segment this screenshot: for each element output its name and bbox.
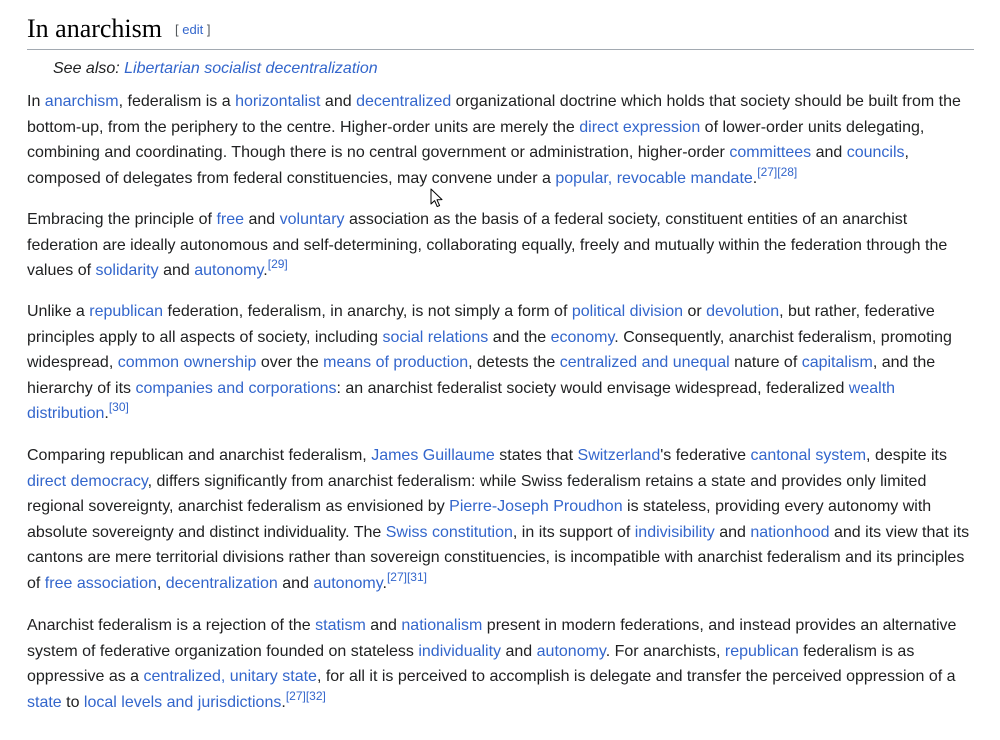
paragraph-line	[27, 89, 977, 115]
text-run: and its view that its	[829, 523, 970, 541]
wiki-link[interactable]: Pierre-Joseph Proudhon	[449, 498, 623, 516]
wiki-link[interactable]: economy	[550, 328, 615, 346]
citation	[109, 400, 129, 414]
citation-link[interactable]: [27]	[757, 164, 778, 179]
text-run: .	[382, 574, 387, 592]
text-run: values of	[27, 262, 96, 280]
text-run: or	[683, 303, 707, 320]
wiki-link[interactable]: James Guillaume	[371, 447, 495, 464]
text-run: , despite its	[866, 447, 947, 464]
wiki-link[interactable]: voluntary	[279, 211, 345, 228]
citation-link[interactable]: [27]	[386, 569, 407, 584]
paragraph-line	[27, 299, 977, 325]
citation	[757, 165, 777, 179]
paragraph-line	[27, 520, 977, 546]
paragraph-line	[27, 115, 977, 141]
text-run: . For anarchists,	[605, 642, 725, 660]
text-run: . Consequently, anarchist federalism, promoting	[614, 328, 952, 346]
text-run: ,	[904, 144, 909, 162]
paragraph-line	[27, 571, 977, 597]
wiki-link[interactable]: cantonal system	[750, 447, 867, 464]
paragraph-line	[27, 690, 977, 716]
wiki-link[interactable]: committees	[729, 144, 812, 162]
text-run: Embracing the principle of	[27, 211, 217, 228]
paragraph-line	[27, 166, 977, 192]
text-run: combining and coordinating. Though there is no central government or administration, higher-order	[27, 144, 730, 162]
citation	[306, 689, 326, 703]
wiki-link[interactable]: republican	[724, 642, 799, 660]
paragraph-line	[27, 233, 977, 259]
paragraph-4	[27, 443, 977, 597]
wiki-link[interactable]: Swiss constitution	[385, 523, 513, 541]
paragraph-2	[27, 207, 977, 284]
text-run: federalism is as	[798, 642, 915, 660]
text-run: system of federative organization founded on stateless	[27, 642, 419, 660]
wiki-link[interactable]: wealth	[848, 379, 896, 397]
text-run: In	[27, 93, 45, 110]
wiki-link[interactable]: individuality	[418, 642, 502, 660]
text-run: nature of	[729, 354, 802, 372]
paragraph-line	[27, 494, 977, 520]
edit-section	[175, 22, 210, 37]
text-run: oppressive as a	[27, 668, 144, 686]
text-run: is stateless, providing every autonomy with	[622, 498, 932, 516]
wiki-link[interactable]: companies and corporations	[135, 379, 337, 397]
wiki-link[interactable]: free association	[44, 574, 157, 592]
citation	[387, 570, 407, 584]
text-run: and	[501, 642, 537, 660]
edit-bracket-open: [	[175, 22, 179, 37]
text-run: bottom-up, from the periphery to the centre. Higher-order units are merely the	[27, 118, 580, 136]
wiki-link[interactable]: local levels and jurisdictions	[83, 693, 282, 711]
wiki-link[interactable]: indivisibility	[634, 523, 715, 541]
wiki-link[interactable]: nationhood	[750, 523, 830, 541]
wiki-link[interactable]: centralized, unitary state	[143, 668, 317, 686]
wiki-link[interactable]: direct democracy	[27, 472, 148, 490]
citation-link[interactable]: [27]	[285, 688, 306, 703]
text-run: cantons are mere territorial divisions rather than sovereign constituencies, is incompatible with anarchist federalism and its principles	[27, 549, 965, 567]
text-run: hierarchy of its	[27, 379, 136, 397]
text-run: and the	[488, 328, 551, 346]
text-run: of	[27, 574, 45, 592]
text-run: association as the basis of a federal society, constituent entities of an anarchist	[344, 211, 908, 228]
text-run: , detests the	[468, 354, 560, 372]
wiki-link[interactable]: capitalism	[801, 354, 873, 372]
wiki-link[interactable]: state	[27, 693, 62, 711]
section-title: In anarchism	[27, 14, 163, 43]
text-run: .	[104, 405, 109, 423]
wiki-link[interactable]: horizontalist	[235, 93, 321, 110]
text-run: , federalism is a	[118, 93, 236, 110]
wiki-link[interactable]: decentralization	[165, 574, 278, 592]
wiki-link[interactable]: Switzerland	[577, 447, 661, 464]
wiki-link[interactable]: common ownership	[117, 354, 257, 372]
text-run: Unlike a	[27, 303, 90, 320]
text-run: organizational doctrine which holds that society should be built from the	[451, 93, 961, 110]
text-run: Comparing republican and anarchist federalism,	[27, 447, 372, 464]
wiki-link[interactable]: popular, revocable mandate	[555, 169, 753, 187]
text-run: present in modern federations, and instead provides an alternative	[482, 617, 957, 634]
text-run: of lower-order units delegating,	[700, 118, 925, 136]
paragraph-line	[27, 469, 977, 495]
citation	[268, 257, 288, 271]
text-run: .	[281, 693, 286, 711]
wiki-link[interactable]: political division	[571, 303, 684, 320]
wiki-link[interactable]: distribution	[27, 405, 105, 423]
text-run: federation, federalism, in anarchy, is not simply a form of	[163, 303, 572, 320]
paragraph-line	[27, 443, 977, 469]
wiki-link[interactable]: republican	[89, 303, 164, 320]
wiki-link[interactable]: nationalism	[401, 617, 483, 634]
paragraph-1	[27, 89, 977, 191]
text-run: absolute sovereignty and distinct individuality. The	[27, 523, 386, 541]
wiki-link[interactable]: autonomy	[536, 642, 606, 660]
text-run: composed of delegates from federal constituencies, may convene under a	[27, 169, 556, 187]
text-run: over the	[256, 354, 324, 372]
paragraph-line	[27, 207, 977, 233]
paragraph-3	[27, 299, 977, 427]
paragraph-5	[27, 613, 977, 715]
text-run: : an anarchist federalist society would envisage widespread, federalized	[336, 379, 849, 397]
citation	[407, 570, 427, 584]
text-run: states that	[494, 447, 578, 464]
paragraph-line	[27, 140, 977, 166]
citation-link[interactable]: [29]	[267, 257, 288, 272]
text-run: , but rather, federative	[779, 303, 935, 320]
paragraph-line	[27, 325, 977, 351]
wiki-link[interactable]: centralized and unequal	[559, 354, 730, 372]
hatnote-link[interactable]: Libertarian socialist decentralization	[124, 60, 378, 77]
text-run: widespread,	[27, 354, 118, 372]
text-run: and	[811, 144, 847, 162]
hatnote-prefix: See also:	[53, 60, 125, 77]
wiki-link[interactable]: free	[216, 211, 245, 228]
wiki-link[interactable]: autonomy	[194, 262, 264, 280]
text-run: 's federative	[660, 447, 751, 464]
citation	[286, 689, 306, 703]
text-run: regional sovereignty, anarchist federalism as envisioned by	[27, 498, 450, 516]
citation-link[interactable]: [32]	[305, 688, 326, 703]
text-run: , and the	[872, 354, 936, 372]
wiki-link[interactable]: autonomy	[313, 574, 383, 592]
text-run: .	[263, 262, 268, 280]
wiki-link[interactable]: social relations	[382, 328, 489, 346]
text-run: to	[61, 693, 84, 711]
section-heading	[27, 13, 974, 50]
paragraph-line	[27, 613, 977, 639]
paragraph-line	[27, 258, 977, 284]
paragraph-line	[27, 350, 977, 376]
mouse-pointer-icon	[430, 188, 444, 208]
paragraph-line	[27, 639, 977, 665]
text-run: .	[752, 169, 758, 187]
text-run: and	[244, 211, 280, 228]
citation	[777, 165, 797, 179]
text-run: principles apply to all aspects of society, including	[27, 328, 383, 346]
wiki-link[interactable]: decentralized	[356, 93, 452, 110]
text-run: , in its support of	[512, 523, 635, 541]
text-run: Anarchist federalism is a rejection of the	[27, 617, 316, 634]
see-also-hatnote	[53, 59, 378, 79]
citation-link[interactable]: [28]	[777, 164, 798, 179]
text-run: , for all it is perceived to accomplish is delegate and transfer the perceived oppression of a	[316, 668, 956, 686]
wiki-link[interactable]: devolution	[706, 303, 780, 320]
text-run: and	[714, 523, 751, 541]
text-run: and	[365, 617, 402, 634]
paragraph-line	[27, 376, 977, 402]
wiki-link[interactable]: direct expression	[579, 118, 701, 136]
wiki-link[interactable]: means of production	[323, 354, 469, 372]
text-run: , differs significantly from anarchist federalism: while Swiss federalism retains a state and provides only limited	[147, 472, 927, 490]
text-run: and	[320, 93, 357, 110]
edit-link[interactable]: edit	[182, 22, 204, 37]
wiki-link[interactable]: solidarity	[95, 262, 159, 280]
text-run: ,	[156, 574, 166, 592]
citation-link[interactable]: [30]	[108, 400, 129, 415]
edit-bracket-close: ]	[206, 22, 211, 37]
paragraph-line	[27, 545, 977, 571]
text-run: and	[277, 574, 314, 592]
paragraph-line	[27, 401, 977, 427]
text-run: federation are ideally autonomous and self-determining, collaborating equally, freely and mutually within the federation through the	[27, 236, 948, 254]
paragraph-line	[27, 664, 977, 690]
wiki-link[interactable]: anarchism	[44, 93, 119, 110]
wiki-link[interactable]: statism	[315, 617, 366, 634]
wiki-link[interactable]: councils	[846, 144, 905, 162]
text-run: and	[158, 262, 195, 280]
citation-link[interactable]: [31]	[406, 569, 427, 584]
